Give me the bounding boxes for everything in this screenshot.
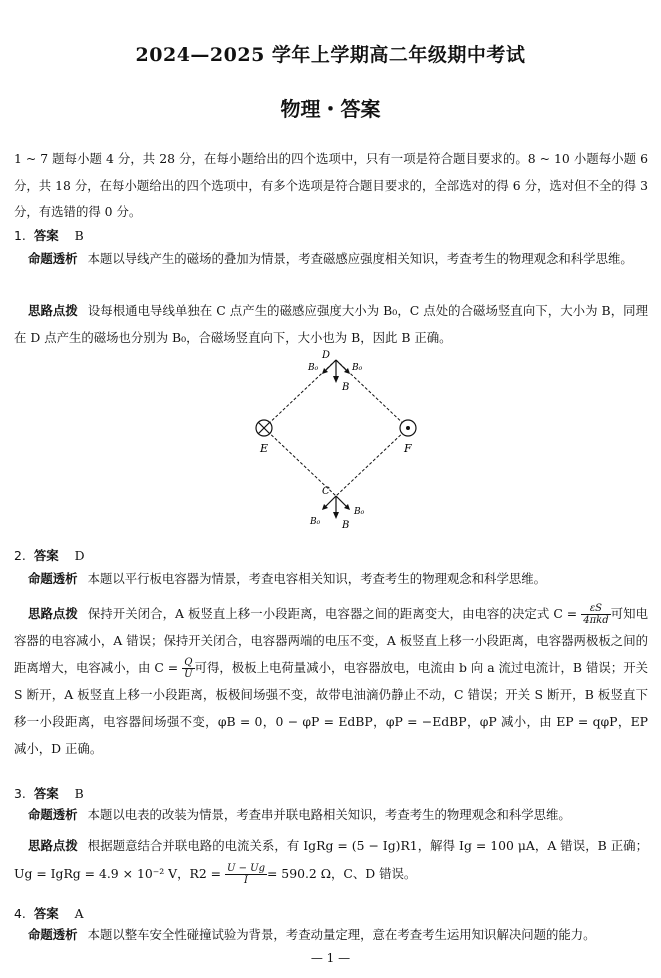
question-4-header — [14, 904, 84, 922]
answer-value: B — [74, 228, 84, 243]
label-b: B — [342, 520, 350, 531]
label-c: C — [322, 486, 330, 497]
answer-label: 答案 — [33, 906, 59, 921]
field-vectors-d — [322, 360, 350, 383]
analysis-label: 命题透析 — [28, 807, 78, 822]
hint-text: 设每根通电导线单独在 C 点产生的磁感应强度大小为 B₀，C 点处的合磁场竖直向下，大小为 B，同理在 D 点产生的磁场也分别为 B₀，合磁场竖直向下，大小也为 B，因此 B 正确。 — [14, 303, 649, 345]
fraction: $\frac{Q}{U}$ — [184, 657, 193, 680]
question-3-hint — [14, 832, 648, 888]
hint-text: 保持开关闭合，A 板竖直上移一小段距离，电容器之间的距离变大，由电容的决定式 C = — [87, 606, 578, 621]
hint-text: 可知电容器的电容减小，A 错误；保持开关闭合，电容器两端的电压不变，A 板竖直上移一小段距离，电容器两极板之间的距离增大，电容减小，由 C = — [14, 606, 649, 675]
analysis-text: 本题以导线产生的磁场的叠加为情景，考查磁感应强度相关知识，考查考生的物理观念和科学思维。 — [87, 251, 633, 266]
page-title: 2024—2025 学年上学期高二年级期中考试 — [135, 44, 526, 66]
question-number: 4. — [14, 906, 26, 921]
question-4-analysis — [14, 922, 648, 949]
instructions: 1 ~ 7 题每小题 4 分，共 28 分，在每小题给出的四个选项中，只有一项是符合题目要求的。8 ~ 10 小题每小题 6 分，共 18 分，在每小题给出的四个选项中，有多个选项是符合题目要求的，全部选对的得 6 分，选对但不全的得 3 分，有选错的得 0 分。 — [14, 151, 648, 219]
fraction: $\frac{\varepsilon S}{\text{4πkd}}$ — [583, 603, 609, 626]
answer-value: B — [74, 786, 84, 801]
page-number: — 1 — — [310, 951, 351, 965]
hint-text: 根据题意结合并联电路的电流关系，有 IgRg = (5 − Ig)R1，解得 Ig = 100 μA，A 错误，B 正确；Ug = IgRg = 4.9 × 10⁻² V，R2 = — [14, 838, 649, 881]
analysis-text: 本题以平行板电容器为情景，考查电容相关知识，考查考生的物理观念和科学思维。 — [87, 571, 547, 586]
analysis-label: 命题透析 — [28, 251, 78, 266]
fraction: $\frac{U - Ug}{I}$ — [226, 863, 265, 886]
page-subtitle: 物理・答案 — [280, 97, 381, 121]
analysis-text: 本题以整车安全性碰撞试验为背景，考查动量定理，意在考查考生运用知识解决问题的能力。 — [87, 927, 596, 942]
answer-value: D — [74, 548, 85, 563]
label-f: F — [404, 442, 412, 455]
label-b: B — [342, 382, 350, 393]
answer-label: 答案 — [33, 786, 59, 801]
question-2-hint — [14, 600, 648, 762]
hint-text: 可得，极板上电荷量减小，电容器放电，电流由 b 向 a 流过电流计，B 错误；开关 S 断开，A 板竖直上移一小段距离，板极间场强不变，故带电油滴仍静止不动，C 错误；开关 S 断开，B 板竖直下移一小段距离，电容器间场强不变，φB = 0，0 − φP = EdBP，φP = −EdBP，φP 减小，由 EP = qφP，EP 减小，D 正确。 — [14, 660, 648, 756]
label-e: E — [260, 442, 269, 455]
question-2-analysis — [14, 566, 648, 593]
field-vectors-c — [322, 496, 350, 519]
question-3-header — [14, 784, 84, 802]
answer-label: 答案 — [33, 548, 59, 563]
question-3-analysis — [14, 802, 648, 829]
question-1-analysis — [14, 246, 648, 273]
question-1-header — [14, 226, 84, 244]
wire-out-of-page-icon — [400, 420, 416, 436]
hint-label: 思路点拨 — [28, 303, 78, 318]
hint-label: 思路点拨 — [28, 606, 78, 621]
label-b0: B₀ — [352, 363, 363, 373]
wire-into-page-icon — [256, 420, 272, 436]
dashed-edge — [336, 428, 408, 496]
label-b0: B₀ — [354, 507, 365, 517]
question-1-hint — [14, 298, 648, 351]
question-number: 2. — [14, 548, 26, 563]
magnetic-field-diagram — [240, 346, 430, 536]
hint-text: = 590.2 Ω，C、D 错误。 — [266, 866, 417, 881]
label-d: D — [322, 350, 331, 361]
analysis-label: 命题透析 — [28, 927, 78, 942]
label-b0: B₀ — [308, 363, 319, 373]
answer-value: A — [74, 906, 84, 921]
question-number: 3. — [14, 786, 26, 801]
question-number: 1. — [14, 228, 26, 243]
hint-label: 思路点拨 — [28, 838, 78, 853]
analysis-text: 本题以电表的改装为情景，考查串并联电路相关知识，考查考生的物理观念和科学思维。 — [87, 807, 571, 822]
answer-label: 答案 — [33, 228, 59, 243]
analysis-label: 命题透析 — [28, 571, 78, 586]
question-2-header — [14, 546, 85, 564]
label-b0: B₀ — [310, 517, 321, 527]
